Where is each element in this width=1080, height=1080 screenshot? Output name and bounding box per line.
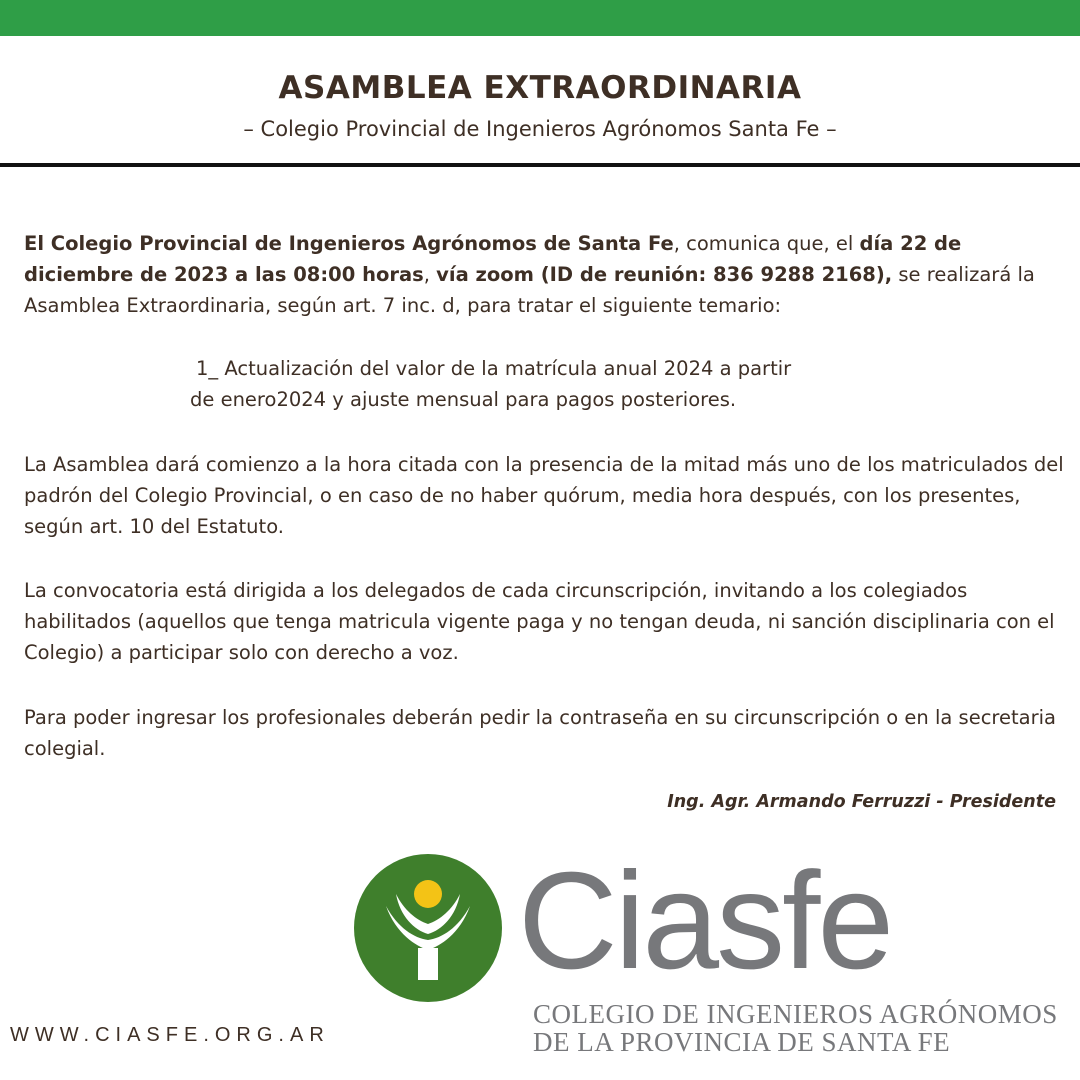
intro-text-2: ,: [423, 263, 437, 286]
header-divider: [0, 163, 1080, 167]
signature: Ing. Agr. Armando Ferruzzi - Presidente: [667, 792, 1056, 812]
zoom-id: vía zoom (ID de reunión: 836 9288 2168),: [436, 263, 893, 286]
access-paragraph: Para poder ingresar los profesionales deberán pedir la contraseña en su circunscripción o en la secretaria colegial.: [24, 706, 1056, 760]
brand-name: Ciasfe: [518, 844, 892, 998]
top-accent-bar: [0, 0, 1080, 36]
agenda-item: [190, 353, 910, 415]
delegates-paragraph: La convocatoria está dirigida a los delegados de cada circunscripción, invitando a los colegiados habilitados (aquellos que tenga matricula vigente paga y no tengan deuda, ni sanción disciplinaria con el Colegio) a participar solo con derecho a voz.: [24, 579, 1055, 664]
org-name: El Colegio Provincial de Ingenieros Agrónomos de Santa Fe: [24, 232, 674, 255]
quorum-paragraph: La Asamblea dará comienzo a la hora citada con la presencia de la mitad más uno de los matriculados del padrón del Colegio Provincial, o en caso de no haber quórum, media hora después, con los presentes, según art. 10 del Estatuto.: [24, 453, 1064, 538]
agenda-line-1: 1_ Actualización del valor de la matrícula anual 2024 a partir: [196, 357, 792, 380]
page-title: ASAMBLEA EXTRAORDINARIA: [278, 70, 802, 106]
page-subtitle: – Colegio Provincial de Ingenieros Agrónomos Santa Fe –: [243, 117, 837, 141]
intro-paragraph: [24, 228, 1064, 321]
intro-text-1: , comunica que, el: [673, 232, 860, 255]
brand-line-2: DE LA PROVINCIA DE SANTA FE: [533, 1027, 951, 1057]
intro-text-3: se realizará la Asamblea Extraordinaria, según art. 7 inc. d, para tratar el siguiente temario:: [24, 263, 1035, 317]
meeting-date: día 22 de diciembre de 2023 a las 08:00 horas: [24, 232, 962, 286]
website-url: WWW.CIASFE.ORG.AR: [10, 1024, 330, 1046]
ciasfe-logo-icon: [354, 854, 502, 1002]
agenda-line-2: de enero2024 y ajuste mensual para pagos posteriores.: [190, 388, 737, 411]
brand-line-1: COLEGIO DE INGENIEROS AGRÓNOMOS: [533, 999, 1058, 1029]
